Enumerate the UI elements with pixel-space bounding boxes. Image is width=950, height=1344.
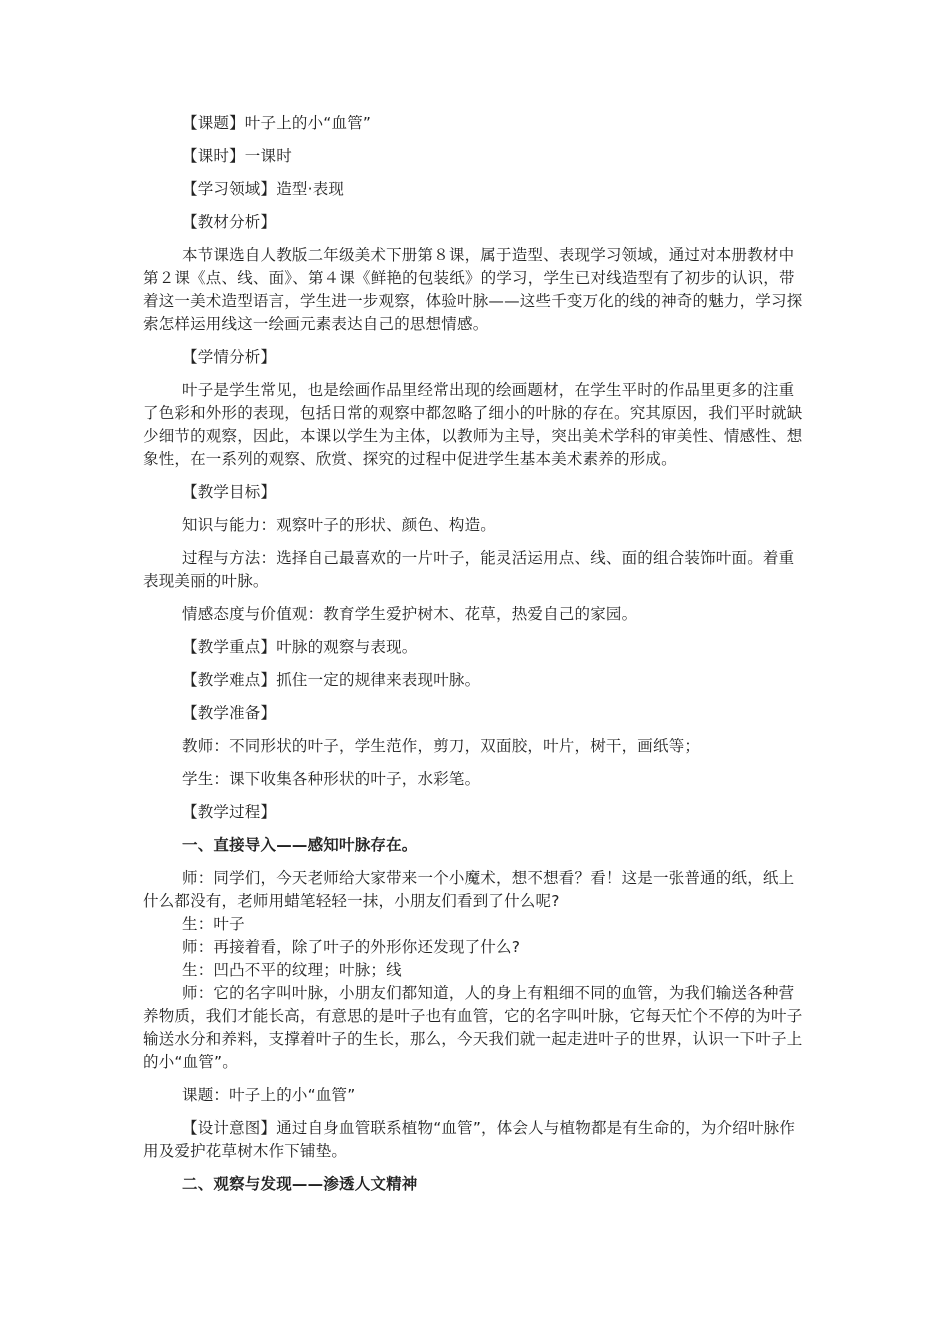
goal-process: 过程与方法：选择自己最喜欢的一片叶子，能灵活运用点、线、面的组合装饰叶面。着重表现美丽的叶脉。: [143, 549, 795, 590]
dialogue-line: 师：它的名字叫叶脉，小朋友们都知道，人的身上有粗细不同的血管，为我们输送各种营养物质，我们才能长高，有意思的是叶子也有血管，它的名字叫叶脉，它每天忙个不停的为叶子输送水分和养料，支撑着叶子的生长，那么，今天我们就一起走进叶子的世界，认识一下叶子上的小“血管”。: [143, 984, 803, 1071]
dialogue-line: 生：叶子: [182, 915, 245, 933]
key-point: 【教学重点】叶脉的观察与表现。: [182, 638, 418, 656]
difficulty: 【教学难点】抓住一定的规律来表现叶脉。: [182, 671, 481, 689]
dialogue-line: 生：凹凸不平的纹理；叶脉；线: [182, 961, 402, 979]
material-analysis-heading: 【教材分析】: [182, 213, 277, 231]
dialogue-line: 师：再接着看，除了叶子的外形你还发现了什么?: [182, 938, 521, 956]
material-analysis-text: 本节课选自人教版二年级美术下册第８课，属于造型、表现学习领域，通过对本册教材中第２课《点、线、面》、第４课《鲜艳的包装纸》的学习，学生已对线造型有了初步的认识，带着这一美术造型语言，学生进一步观察，体验叶脉——这些千变万化的线的神奇的魅力，学习探索怎样运用线这一绘画元素表达自己的思想情感。: [143, 246, 803, 333]
goal-knowledge: 知识与能力：观察叶子的形状、颜色、构造。: [182, 516, 497, 534]
dialogue-line: 师：同学们，今天老师给大家带来一个小魔术，想不想看？看！这是一张普通的纸，纸上什么都没有，老师用蜡笔轻轻一抹，小朋友们看到了什么呢?: [143, 869, 795, 910]
student-analysis-text: 叶子是学生常见，也是绘画作品里经常出现的绘画题材，在学生平时的作品里更多的注重了色彩和外形的表现，包括日常的观察中都忽略了细小的叶脉的存在。究其原因，我们平时就缺少细节的观察，因此，本课以学生为主体，以教师为主导，突出美术学科的审美性、情感性、想象性，在一系列的观察、欣赏、探究的过程中促进学生基本美术素养的形成。: [143, 381, 803, 468]
learning-domain: 【学习领域】造型·表现: [182, 180, 345, 198]
preparation-student: 学生：课下收集各种形状的叶子，水彩笔。: [182, 770, 481, 788]
section-one-heading: 一、直接导入——感知叶脉存在。: [182, 836, 418, 854]
preparation-teacher: 教师：不同形状的叶子，学生范作，剪刀，双面胶，叶片，树干，画纸等；: [182, 737, 701, 755]
lesson-title: 【课题】叶子上的小“血管”: [182, 114, 372, 132]
procedure-heading: 【教学过程】: [182, 803, 277, 821]
preparation-heading: 【教学准备】: [182, 704, 277, 722]
section-two-heading: 二、观察与发现——渗透人文精神: [182, 1175, 418, 1193]
goal-emotion: 情感态度与价值观：教育学生爱护树木、花草，热爱自己的家园。: [182, 605, 638, 623]
teaching-goals-heading: 【教学目标】: [182, 483, 277, 501]
lesson-plan-body: [143, 112, 808, 1196]
topic-line: 课题：叶子上的小“血管”: [182, 1086, 356, 1104]
design-intent: 【设计意图】通过自身血管联系植物“血管”，体会人与植物都是有生命的，为介绍叶脉作用及爱护花草树木作下铺垫。: [143, 1119, 796, 1160]
lesson-period: 【课时】一课时: [182, 147, 292, 165]
student-analysis-heading: 【学情分析】: [182, 348, 277, 366]
